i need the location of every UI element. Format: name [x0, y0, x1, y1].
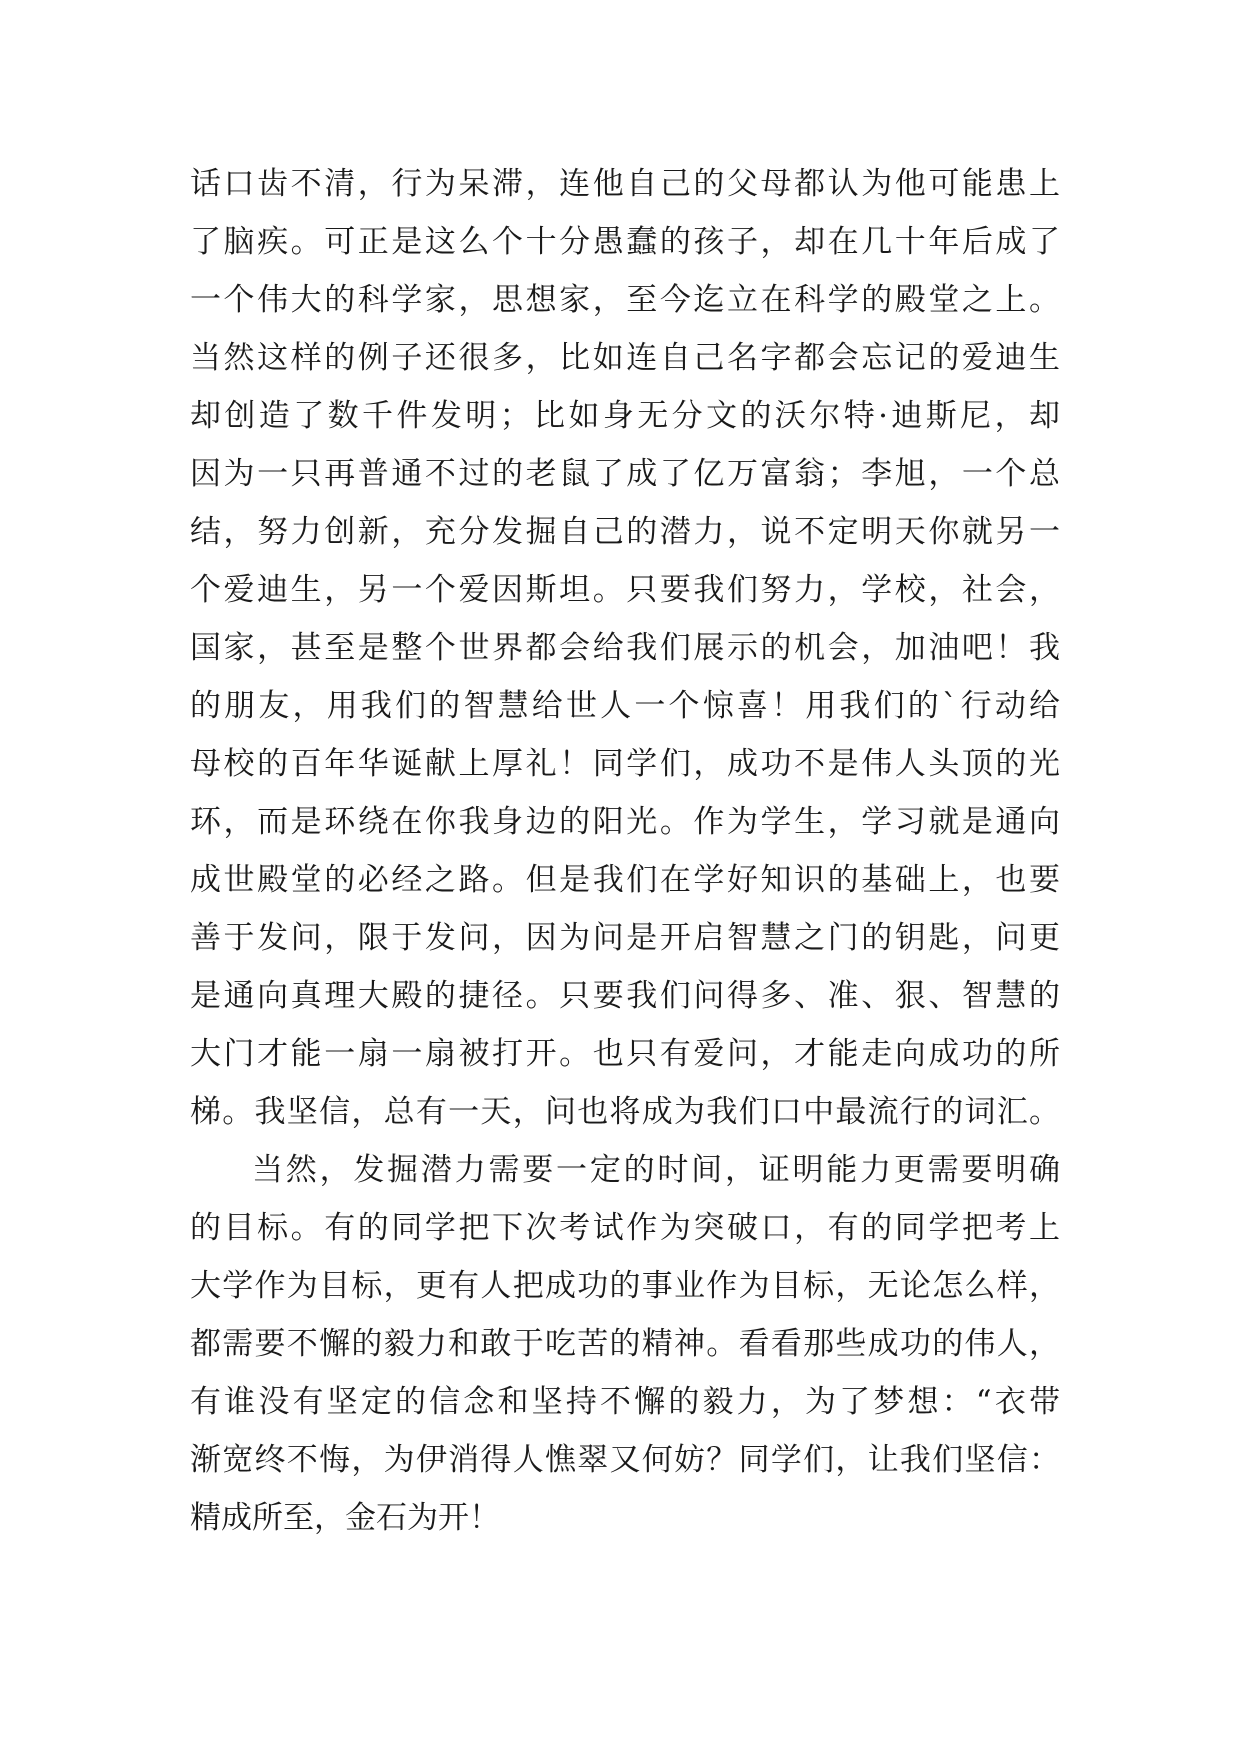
text-line-19: 的目标。有的同学把下次考试作为突破口，有的同学把考上: [190, 1210, 1060, 1246]
text-line-6: 因为一只再普通不过的老鼠了成了亿万富翁；李旭，一个总: [190, 456, 1060, 492]
text-line-5: 却创造了数千件发明；比如身无分文的沃尔特·迪斯尼，却: [190, 398, 1060, 434]
text-line-24: 精成所至，金石为开！: [190, 1500, 500, 1536]
text-line-17: 梯。我坚信，总有一天，问也将成为我们口中最流行的词汇。: [190, 1094, 1060, 1130]
text-line-3: 一个伟大的科学家，思想家，至今迄立在科学的殿堂之上。: [190, 282, 1060, 318]
text-line-10: 的朋友，用我们的智慧给世人一个惊喜！用我们的`行动给: [190, 688, 1060, 724]
text-line-13: 成世殿堂的必经之路。但是我们在学好知识的基础上，也要: [190, 862, 1060, 898]
text-line-11: 母校的百年华诞献上厚礼！同学们，成功不是伟人头顶的光: [190, 746, 1060, 782]
paragraph-start-line: 当然，发掘潜力需要一定的时间，证明能力更需要明确: [252, 1152, 1060, 1188]
text-line-9: 国家，甚至是整个世界都会给我们展示的机会，加油吧！我: [190, 630, 1060, 666]
text-line-4: 当然这样的例子还很多，比如连自己名字都会忘记的爱迪生: [190, 340, 1060, 376]
text-line-16: 大门才能一扇一扇被打开。也只有爱问，才能走向成功的所: [190, 1036, 1060, 1072]
text-line-22: 有谁没有坚定的信念和坚持不懈的毅力，为了梦想：“衣带: [190, 1384, 1060, 1420]
text-line-14: 善于发问，限于发问，因为问是开启智慧之门的钥匙，问更: [190, 920, 1060, 956]
text-line-15: 是通向真理大殿的捷径。只要我们问得多、准、狠、智慧的: [190, 978, 1060, 1014]
text-line-21: 都需要不懈的毅力和敢于吃苦的精神。看看那些成功的伟人，: [190, 1326, 1060, 1362]
text-line-7: 结，努力创新，充分发掘自己的潜力，说不定明天你就另一: [190, 514, 1060, 550]
text-line-8: 个爱迪生，另一个爱因斯坦。只要我们努力，学校，社会，: [190, 572, 1060, 608]
body-text: [190, 155, 1060, 1547]
text-line-2: 了脑疾。可正是这么个十分愚蠢的孩子，却在几十年后成了: [190, 224, 1060, 260]
text-line-1: 话口齿不清，行为呆滞，连他自己的父母都认为他可能患上: [190, 166, 1060, 202]
text-line-23: 渐宽终不悔，为伊消得人憔翠又何妨？同学们，让我们坚信：: [190, 1442, 1060, 1478]
text-line-12: 环，而是环绕在你我身边的阳光。作为学生，学习就是通向: [190, 804, 1060, 840]
text-line-20: 大学作为目标，更有人把成功的事业作为目标，无论怎么样，: [190, 1268, 1060, 1304]
